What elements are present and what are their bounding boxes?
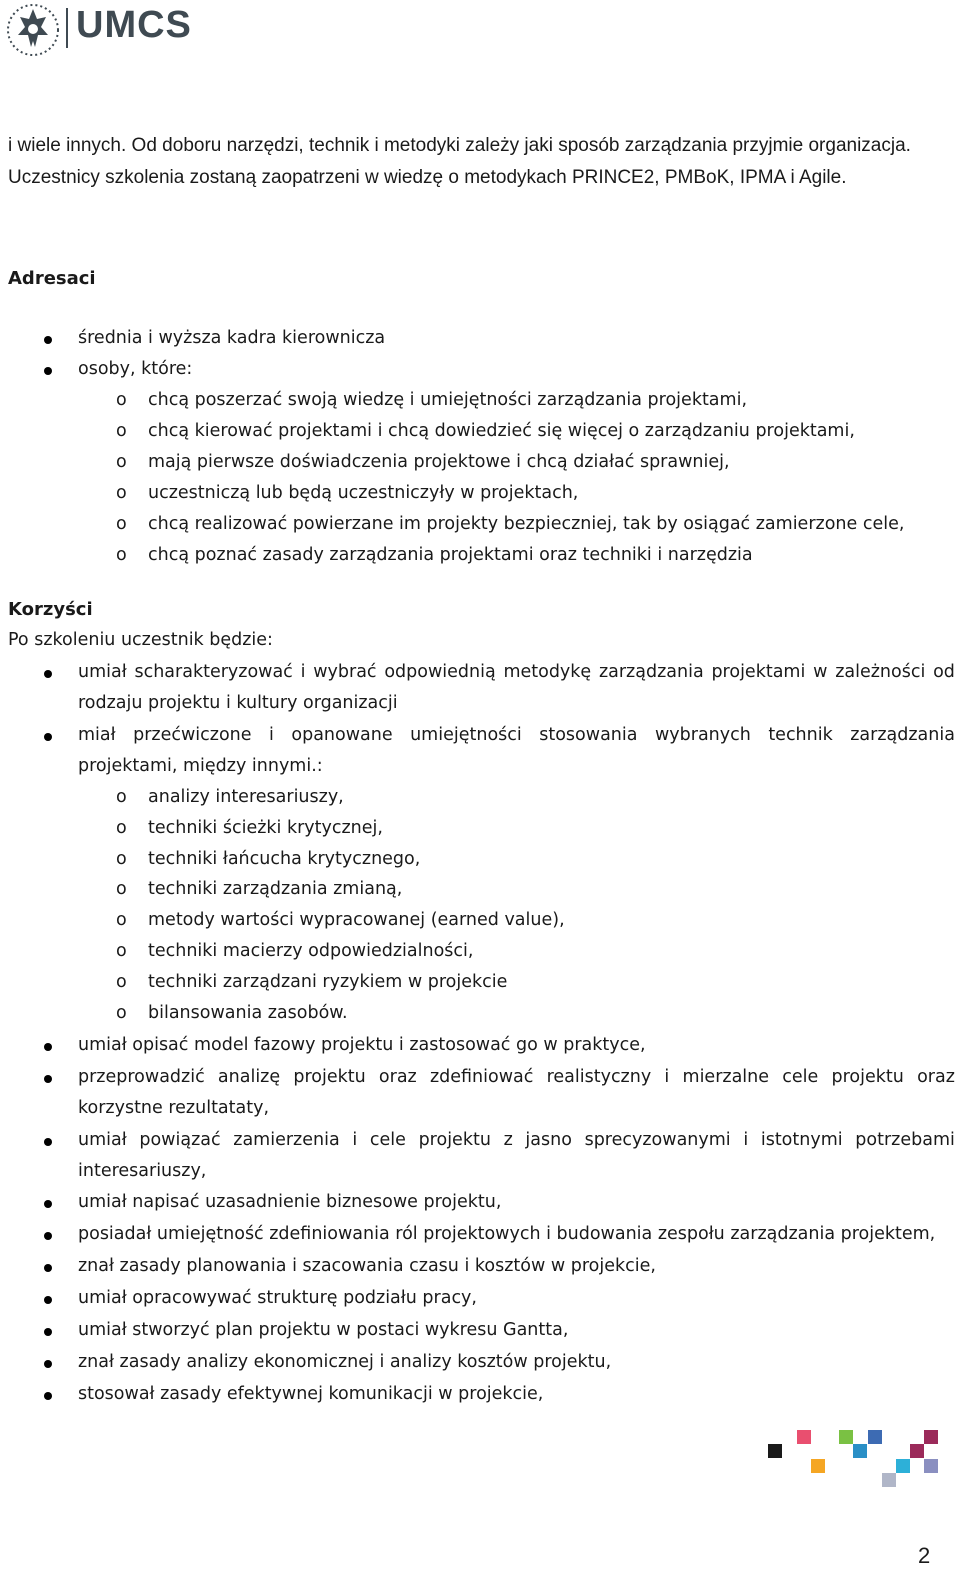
list-item: osoby, które: — [78, 359, 193, 379]
justified-line — [78, 725, 955, 745]
word: mierzalne — [682, 1067, 770, 1087]
list-item: umiał opracowywać strukturę podziału pracy, — [78, 1288, 477, 1308]
decor-square — [797, 1430, 811, 1444]
decor-square — [811, 1459, 825, 1473]
list-item: stosował zasady efektywnej komunikacji w projekcie, — [78, 1384, 544, 1404]
word: umiał — [78, 662, 127, 682]
word: umiał — [78, 1130, 127, 1150]
circle-bullet-icon: o — [116, 421, 127, 441]
bullet-icon — [44, 1043, 52, 1051]
justified-line — [78, 1067, 955, 1087]
circle-bullet-icon: o — [116, 910, 127, 930]
section-lead: Po szkoleniu uczestnik będzie: — [8, 630, 273, 650]
word: opanowane — [291, 725, 393, 745]
bullet-icon — [44, 670, 52, 678]
bullet-icon — [44, 1138, 52, 1146]
logo-divider — [66, 8, 68, 48]
bullet-icon — [44, 1200, 52, 1208]
sub-list-item: techniki zarządzani ryzykiem w projekcie — [148, 972, 508, 992]
word: umiejętności — [410, 725, 522, 745]
section-heading-korzysci: Korzyści — [8, 599, 93, 620]
bullet-icon — [44, 1075, 52, 1083]
sub-list-item: techniki łańcucha krytycznego, — [148, 849, 421, 869]
circle-bullet-icon: o — [116, 390, 127, 410]
sub-list-item: techniki ścieżki krytycznej, — [148, 818, 383, 838]
word: sprecyzowanymi — [584, 1130, 731, 1150]
word: cele — [369, 1130, 406, 1150]
word: i — [269, 725, 274, 745]
list-item: posiadał umiejętność zdefiniowania ról projektowych i budowania zespołu zarządzania projektem, — [78, 1224, 936, 1244]
decor-square — [910, 1444, 924, 1458]
circle-bullet-icon: o — [116, 452, 127, 472]
sub-list-item: bilansowania zasobów. — [148, 1003, 348, 1023]
word: stosowania — [539, 725, 638, 745]
list-item-continuation: projektami, między innymi.: — [78, 756, 323, 776]
circle-bullet-icon: o — [116, 1003, 127, 1023]
word: przeprowadzić — [78, 1067, 205, 1087]
list-item: umiał opisać model fazowy projektu i zastosować go w praktyce, — [78, 1035, 646, 1055]
circle-bullet-icon: o — [116, 941, 127, 961]
circle-bullet-icon: o — [116, 818, 127, 838]
word: realistyczny — [546, 1067, 652, 1087]
decor-square — [839, 1430, 853, 1444]
sub-list-item: analizy interesariuszy, — [148, 787, 344, 807]
sub-list-item: mają pierwsze doświadczenia projektowe i chcą działać sprawniej, — [148, 452, 730, 472]
circle-bullet-icon: o — [116, 787, 127, 807]
word: zarządzania — [598, 662, 704, 682]
decor-square — [853, 1444, 867, 1458]
circle-bullet-icon: o — [116, 849, 127, 869]
bullet-icon — [44, 336, 52, 344]
word: wybranych — [654, 725, 751, 745]
word: oraz — [917, 1067, 955, 1087]
sub-list-item: chcą realizować powierzane im projekty bezpieczniej, tak by osiągać zamierzone cele, — [148, 514, 905, 534]
circle-bullet-icon: o — [116, 483, 127, 503]
word: powiązać — [139, 1130, 221, 1150]
list-item: średnia i wyższa kadra kierownicza — [78, 328, 386, 348]
list-item: umiał stworzyć plan projektu w postaci wykresu Gantta, — [78, 1320, 569, 1340]
decor-square — [882, 1473, 896, 1487]
word: miał — [78, 725, 116, 745]
word: scharakteryzować — [134, 662, 293, 682]
circle-bullet-icon: o — [116, 879, 127, 899]
word: technik — [768, 725, 833, 745]
word: w — [813, 662, 828, 682]
decor-square — [868, 1430, 882, 1444]
word: potrzebami — [855, 1130, 955, 1150]
sub-list-item: chcą kierować projektami i chcą dowiedzieć się więcej o zarządzaniu projektami, — [148, 421, 855, 441]
list-item-continuation: interesariuszy, — [78, 1161, 207, 1181]
sub-list-item: chcą poznać zasady zarządzania projektami oraz techniki i narzędzia — [148, 545, 753, 565]
word: zamierzenia — [233, 1130, 340, 1150]
word: istotnymi — [760, 1130, 843, 1150]
bullet-icon — [44, 1392, 52, 1400]
logo-text: UMCS — [76, 4, 192, 46]
word: projektu — [418, 1130, 491, 1150]
word: i — [352, 1130, 358, 1150]
circle-bullet-icon: o — [116, 972, 127, 992]
sub-list-item: chcą poszerzać swoją wiedzę i umiejętności zarządzania projektami, — [148, 390, 748, 410]
word: przećwiczone — [133, 725, 252, 745]
word: z — [503, 1130, 513, 1150]
word: zdefiniować — [429, 1067, 534, 1087]
decor-square — [896, 1459, 910, 1473]
circle-bullet-icon: o — [116, 514, 127, 534]
word: wybrać — [313, 662, 377, 682]
decor-square — [924, 1459, 938, 1473]
umcs-emblem-icon — [2, 1, 64, 59]
word: projektu — [831, 1067, 904, 1087]
list-item: znał zasady analizy ekonomicznej i analizy kosztów projektu, — [78, 1352, 612, 1372]
list-item: znał zasady planowania i szacowania czasu i kosztów w projekcie, — [78, 1256, 656, 1276]
word: projektami — [711, 662, 806, 682]
decor-square — [924, 1430, 938, 1444]
word: cele — [782, 1067, 819, 1087]
bullet-icon — [44, 1296, 52, 1304]
word: analizę — [217, 1067, 281, 1087]
intro-line-1: i wiele innych. Od doboru narzędzi, technik i metodyki zależy jaki sposób zarządzania przyjmie organizacja. — [8, 135, 911, 156]
bullet-icon — [44, 1232, 52, 1240]
justified-line — [78, 662, 955, 682]
word: odpowiednią — [384, 662, 496, 682]
word: jasno — [525, 1130, 572, 1150]
word: i — [743, 1130, 749, 1150]
list-item-continuation: rodzaju projektu i kultury organizacji — [78, 693, 398, 713]
page-number: 2 — [918, 1543, 931, 1568]
bullet-icon — [44, 1328, 52, 1336]
word: i — [300, 662, 306, 682]
circle-bullet-icon: o — [116, 545, 127, 565]
word: i — [664, 1067, 670, 1087]
bullet-icon — [44, 1264, 52, 1272]
list-item: umiał napisać uzasadnienie biznesowe projektu, — [78, 1192, 502, 1212]
list-item-continuation: korzystne rezultatаty, — [78, 1098, 270, 1118]
word: oraz — [378, 1067, 417, 1087]
word: zależności — [835, 662, 926, 682]
bullet-icon — [44, 367, 52, 375]
sub-list-item: techniki zarządzania zmianą, — [148, 879, 403, 899]
section-heading-adresaci: Adresaci — [8, 268, 96, 289]
bullet-icon — [44, 1360, 52, 1368]
word: projektu — [293, 1067, 366, 1087]
word: zarządzania — [850, 725, 955, 745]
sub-list-item: uczestniczą lub będą uczestniczyły w projektach, — [148, 483, 579, 503]
word: od — [933, 662, 955, 682]
word: metodykę — [503, 662, 592, 682]
justified-line — [78, 1130, 955, 1150]
decor-square — [768, 1444, 782, 1458]
sub-list-item: metody wartości wypracowanej (earned value), — [148, 910, 565, 930]
sub-list-item: techniki macierzy odpowiedzialności, — [148, 941, 474, 961]
intro-line-2: Uczestnicy szkolenia zostaną zaopatrzeni w wiedzę o metodykach PRINCE2, PMBoK, IPMA i Agile. — [8, 167, 847, 188]
bullet-icon — [44, 733, 52, 741]
